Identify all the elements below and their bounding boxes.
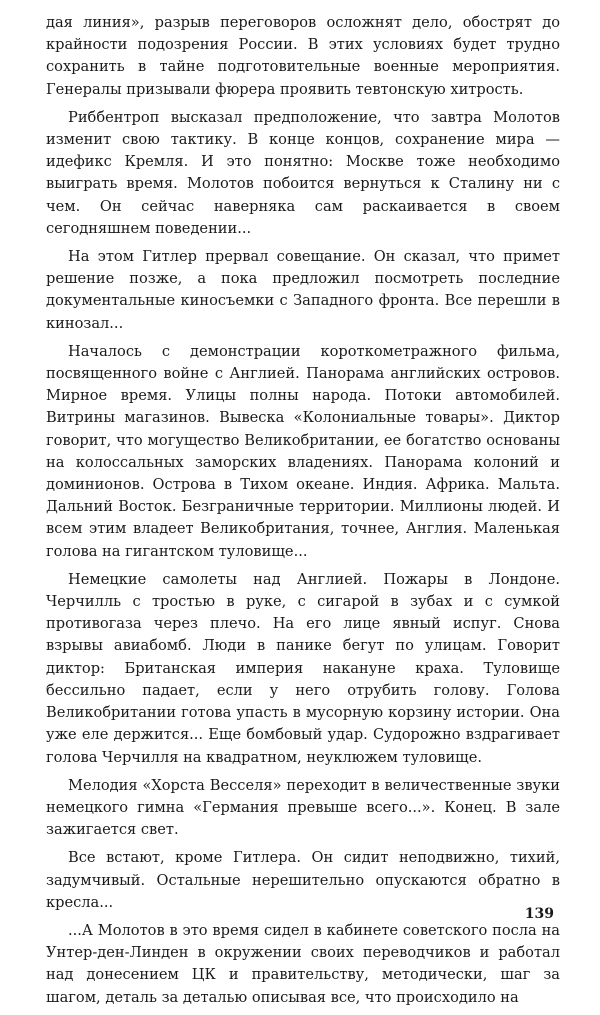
page-text-column [46,12,560,1015]
paragraph-film-england: Началось с демонстрации короткометражного фильма, посвященного войне с Англией. Панорама английских островов. Мирное время. Улицы полны народа. Потоки автомобилей. Витрины магазинов. Вывеска «Колониальные товары». Диктор говорит, что могущество Великобритании, ее богатство основаны на колоссальных заморских владениях. Панорама колоний и доминионов. Острова в Тихом океане. Индия. Африка. Мальта. Дальний Восток. Безграничные территории. Миллионы людей. И всем этим владеет Великобритания, точнее, Англия. Маленькая голова на гигантском туловище... [46,342,560,560]
paragraph-continuation: дая линия», разрыв переговоров осложнят дело, обострят до крайности подозрения России. В этих условиях будет трудно сохранить в тайне подготовительные военные мероприятия. Генералы призывали фюрера проявить тевтонскую хитрость. [46,14,560,98]
paragraph-meeting-end: На этом Гитлер прервал совещание. Он сказал, что примет решение позже, а пока предложил посмотреть последние документальные киносъемки с Западного фронта. Все перешли в кинозал... [46,248,560,332]
page-number: 139 [524,906,554,922]
paragraph-ribbentrop: Риббентроп высказал предположение, что завтра Молотов изменит свою тактику. В конце концов, сохранение мира — идефикс Кремля. И это понятно: Москве тоже необходимо выиграть время. Молотов побоится вернуться к Сталину ни с чем. Он сейчас наверняка сам раскаивается в своем сегодняшнем поведении... [46,108,560,237]
paragraph-anthem: Мелодия «Хорста Весселя» переходит в величественные звуки немецкого гимна «Германия превыше всего...». Конец. В зале зажигается свет. [46,776,560,839]
paragraph-molotov-report: ...А Молотов в это время сидел в кабинете советского посла на Унтер-ден-Линден в окружении своих переводчиков и работал над донесением ЦК и правительству, методически, шаг за шагом, деталь за деталью описывая все, что происходило на [46,921,560,1006]
paragraph-everyone-stands: Все встают, кроме Гитлера. Он сидит неподвижно, тихий, задумчивый. Остальные нерешительно опускаются обратно в кресла... [46,849,560,911]
paragraph-german-planes: Немецкие самолеты над Англией. Пожары в Лондоне. Черчилль с тростью в руке, с сигарой в зубах и с сумкой противогаза через плечо. На его лице явный испуг. Снова взрывы авиабомб. Люди в панике бегут по улицам. Говорит диктор: Британская империя накануне краха. Туловище бессильно падает, если у него отрубить голову. Голова Великобритании готова упасть в мусорную корзину истории. Она уже еле держится... Еще бомбовый удар. Судорожно вздрагивает голова Черчилля на квадратном, неуклюжем туловище. [46,570,560,766]
